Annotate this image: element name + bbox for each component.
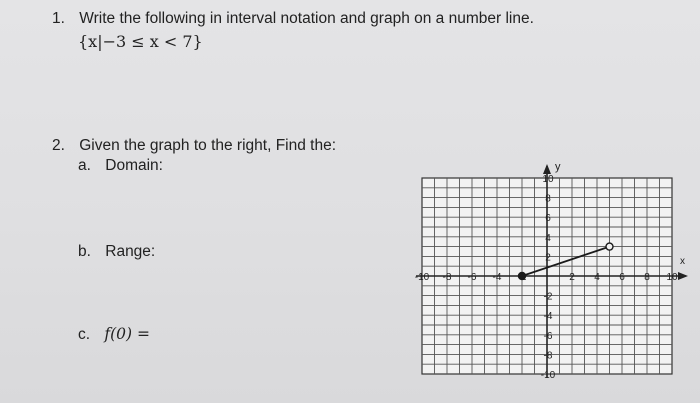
- part-b-label: b.: [78, 243, 91, 260]
- x-tick-label: -6: [467, 272, 477, 283]
- part-c: [78, 325, 150, 344]
- x-tick-label: 4: [594, 272, 600, 283]
- set-builder-notation: {x|−3 ≤ x < 7}: [78, 32, 203, 51]
- x-tick-label: -4: [492, 272, 502, 283]
- part-b: [78, 243, 155, 261]
- y-tick-label: -4: [543, 311, 553, 323]
- question-1-number: 1.: [52, 10, 65, 27]
- coordinate-graph: [400, 158, 692, 383]
- range-label: Range:: [105, 243, 156, 260]
- question-2-number: 2.: [52, 137, 65, 154]
- part-a-label: a.: [78, 157, 91, 174]
- y-tick-label: -10: [540, 370, 556, 381]
- question-1: [52, 10, 534, 28]
- x-axis-arrow: [678, 272, 688, 280]
- question-1-prompt: Write the following in interval notation and graph on a number line.: [79, 10, 534, 27]
- x-tick-label: 8: [644, 272, 650, 283]
- f-of-zero: f(0) =: [104, 325, 150, 343]
- x-tick-label: 6: [619, 272, 625, 283]
- domain-label: Domain:: [105, 157, 163, 174]
- part-c-label: c.: [78, 326, 91, 343]
- question-2: [52, 137, 336, 155]
- x-tick-label: -10: [414, 272, 430, 283]
- y-tick-label: 4: [545, 232, 551, 244]
- question-2-prompt: Given the graph to the right, Find the:: [79, 137, 337, 154]
- y-tick-label: 6: [545, 213, 551, 225]
- y-tick-label: -6: [543, 330, 553, 342]
- x-tick-label: 2: [569, 272, 575, 283]
- y-tick-label: -2: [543, 291, 553, 303]
- part-a: [78, 157, 163, 175]
- y-axis-label: y: [555, 161, 561, 173]
- y-tick-label: 10: [542, 174, 554, 185]
- x-tick-label: -8: [442, 272, 452, 283]
- x-axis-label: x: [680, 256, 685, 267]
- y-tick-label: -8: [543, 350, 553, 362]
- y-tick-label: 8: [545, 193, 551, 205]
- segment-end-point: [606, 243, 613, 250]
- x-tick-label: 10: [666, 272, 678, 283]
- segment-start-point: [519, 273, 526, 280]
- y-axis-arrow: [543, 164, 551, 174]
- y-tick-label: 2: [545, 252, 551, 264]
